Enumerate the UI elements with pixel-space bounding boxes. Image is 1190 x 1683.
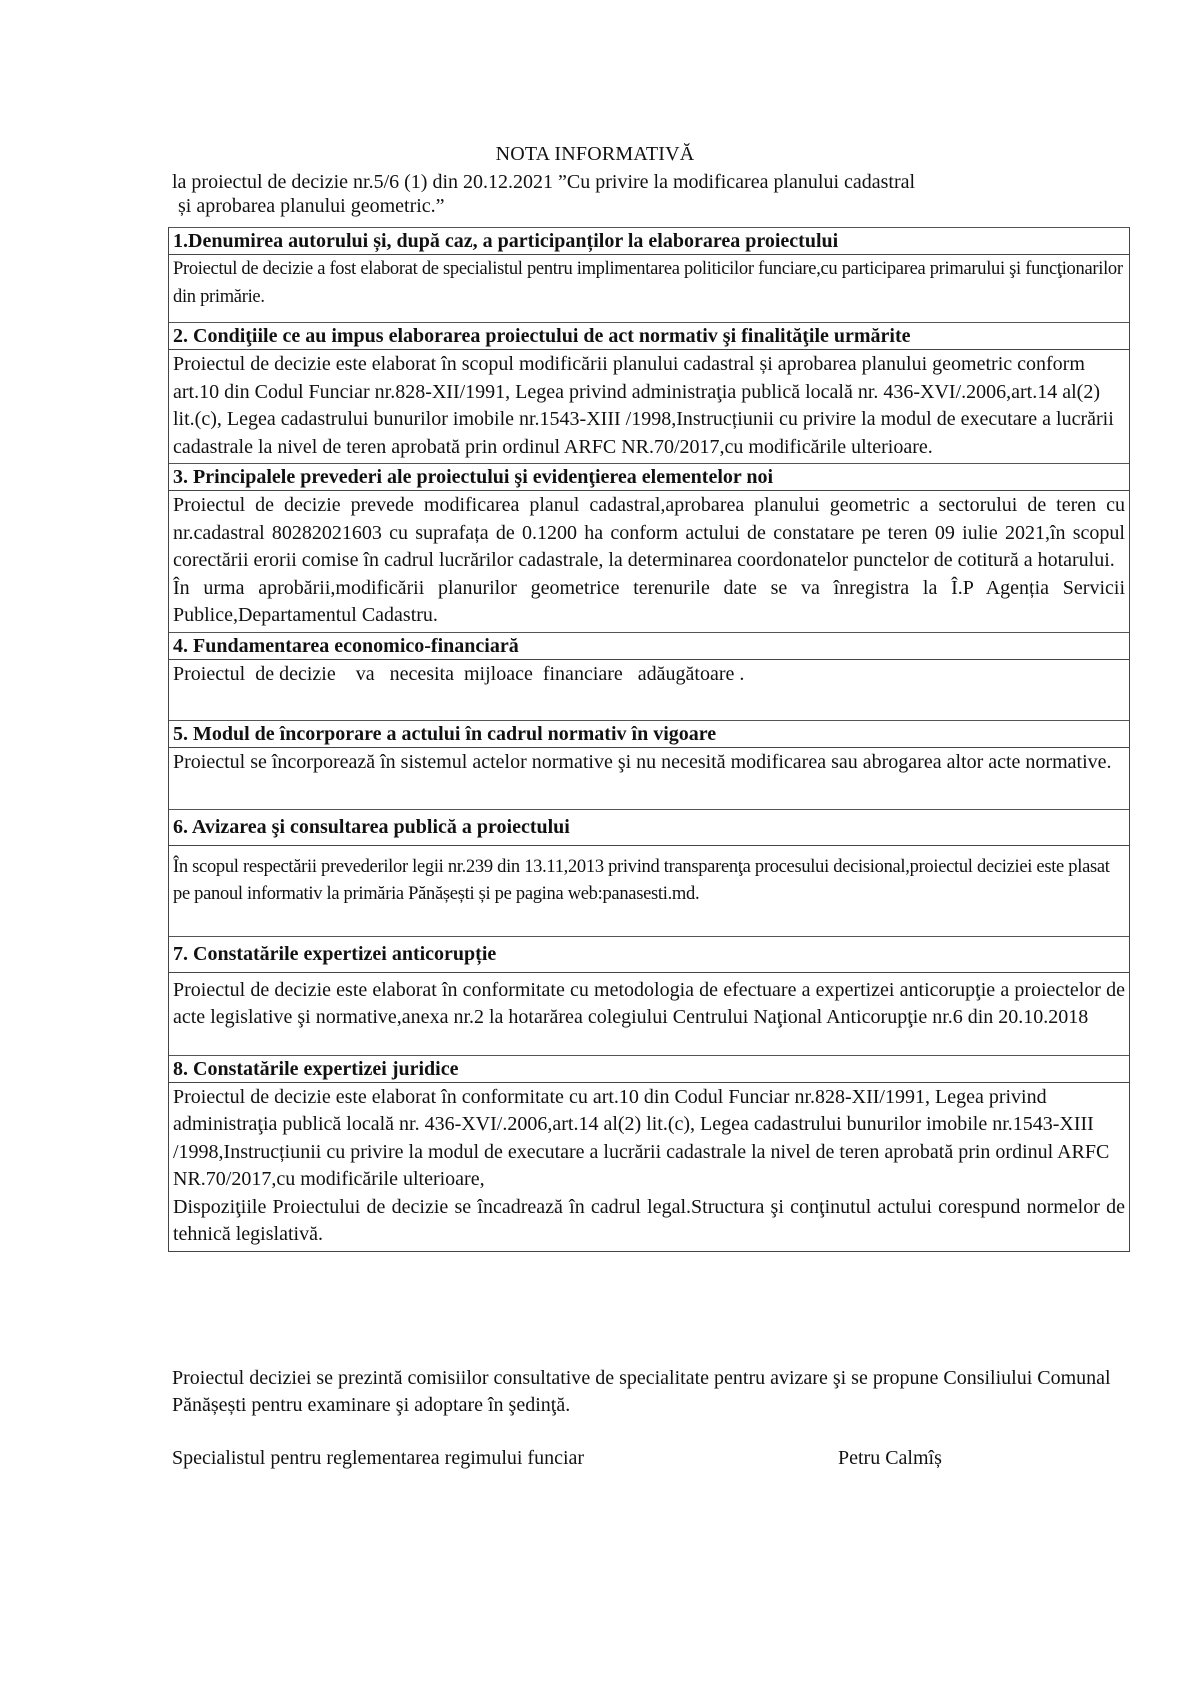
section-6-body	[169, 846, 1129, 936]
section-5-body	[169, 748, 1129, 809]
subtitle-line-1: la proiectul de decizie nr.5/6 (1) din 20.12.2021 ”Cu privire la modificarea planului cadastral	[172, 171, 916, 193]
section-2-body	[169, 350, 1129, 463]
section-6-paragraph: În scopul respectării prevederilor legii nr.239 din 13.11,2013 privind transparenţa procesului decisional,proiectul deciziei este plasat pe panoul informativ la primăria Pănășești și pe pagina web:panasesti.md.	[173, 856, 1110, 904]
section-5-paragraph: Proiectul se încorporează în sistemul actelor normative şi nu necesită modificarea sau abrogarea altor acte normative.	[173, 750, 1112, 773]
info-table	[168, 227, 1130, 1252]
closing-text: Proiectul deciziei se prezintă comisiilor consultative de specialitate pentru avizare şi se propune Consiliului Comunal Pănășești pentru examinare şi adoptare în şedinţă.	[172, 1367, 1111, 1416]
section-5-heading: 5. Modul de încorporare a actului în cadrul normativ în vigoare	[169, 720, 1129, 748]
section-1-heading: 1.Denumirea autorului și, după caz, a participanților la elaborarea proiectului	[169, 227, 1129, 255]
closing-paragraph	[172, 1365, 1122, 1419]
section-3-paragraph-1: Proiectul de decizie prevede modificarea planul cadastral,aprobarea planului geometric a sectorului de teren cu nr.cadastral 80282021603 cu suprafața de 0.1200 ha conform actului de constatare pe teren 09 iulie 2021,în scopul corectării erorii comise în cadrul lucrărilor cadastrale, la determinarea coordonatelor punctelor de cotitură a hotarului.	[173, 494, 1125, 571]
signature-name: Petru Calmîș	[838, 1447, 942, 1469]
subtitle-line-2: și aprobarea planului geometric.”	[178, 195, 445, 217]
section-4-body	[169, 660, 1129, 720]
section-3-heading: 3. Principalele prevederi ale proiectului şi evidenţierea elementelor noi	[169, 463, 1129, 491]
section-8-heading: 8. Constatările expertizei juridice	[169, 1055, 1129, 1083]
section-3-body	[169, 491, 1129, 632]
section-7-paragraph: Proiectul de decizie este elaborat în conformitate cu metodologia de efectuare a expertizei anticorupţie a proiectelor de acte legislative şi normative,anexa nr.2 la hotarărea colegiului Centrului Naţional Anticorupţie nr.6 din 20.10.2018	[173, 978, 1125, 1028]
section-2-heading: 2. Condiţiile ce au impus elaborarea proiectului de act normativ şi finalităţile urmărite	[169, 322, 1129, 350]
section-8-paragraph-1: Proiectul de decizie este elaborat în conformitate cu art.10 din Codul Funciar nr.828-XII/1991, Legea privind administraţia publică locală nr. 436-XVI/.2006,art.14 al(2) lit.(c), Legea cadastrului bunurilor imobile nr.1543-XIII /1998,Instrucțiunii cu privire la modul de executare a lucrării cadastrale la nivel de teren aprobată prin ordinul ARFC NR.70/2017,cu modificările ulterioare,	[173, 1085, 1110, 1190]
section-8-paragraph-2: Dispoziţiile Proiectului de decizie se încadrează în cadrul legal.Structura şi conţinutul actului corespund normelor de tehnică legislativă.	[173, 1195, 1125, 1245]
document-title: NOTA INFORMATIVĂ	[495, 143, 695, 165]
section-4-paragraph: Proiectul de decizie va necesita mijloace financiare adăugătoare .	[173, 662, 745, 685]
section-7-body	[169, 973, 1129, 1055]
section-3-paragraph-2: În urma aprobării,modificării planurilor geometrice terenurile date se va înregistra la Î.P Agenția Servicii Publice,Departamentul Cadastru.	[173, 576, 1125, 626]
section-1-paragraph: Proiectul de decizie a fost elaborat de specialistul pentru implimentarea politicilor funciare,cu participarea primarului şi funcţionarilor din primărie.	[173, 259, 1123, 307]
section-4-heading: 4. Fundamentarea economico-financiară	[169, 632, 1129, 660]
section-2-paragraph: Proiectul de decizie este elaborat în scopul modificării planului cadastral și aprobarea planului geometric conform art.10 din Codul Funciar nr.828-XII/1991, Legea privind administraţia publică locală nr. 436-XVI/.2006,art.14 al(2) lit.(c), Legea cadastrului bunurilor imobile nr.1543-XIII /1998,Instrucțiunii cu privire la modul de executare a lucrării cadastrale la nivel de teren aprobată prin ordinul ARFC NR.70/2017,cu modificările ulterioare.	[173, 353, 1114, 458]
section-8-body	[169, 1083, 1129, 1251]
signature-role: Specialistul pentru reglementarea regimului funciar	[172, 1447, 585, 1469]
section-7-heading: 7. Constatările expertizei anticorupție	[169, 936, 1129, 973]
section-6-heading: 6. Avizarea şi consultarea publică a proiectului	[169, 809, 1129, 846]
section-1-body	[169, 255, 1129, 322]
document-subtitle	[172, 170, 1102, 218]
